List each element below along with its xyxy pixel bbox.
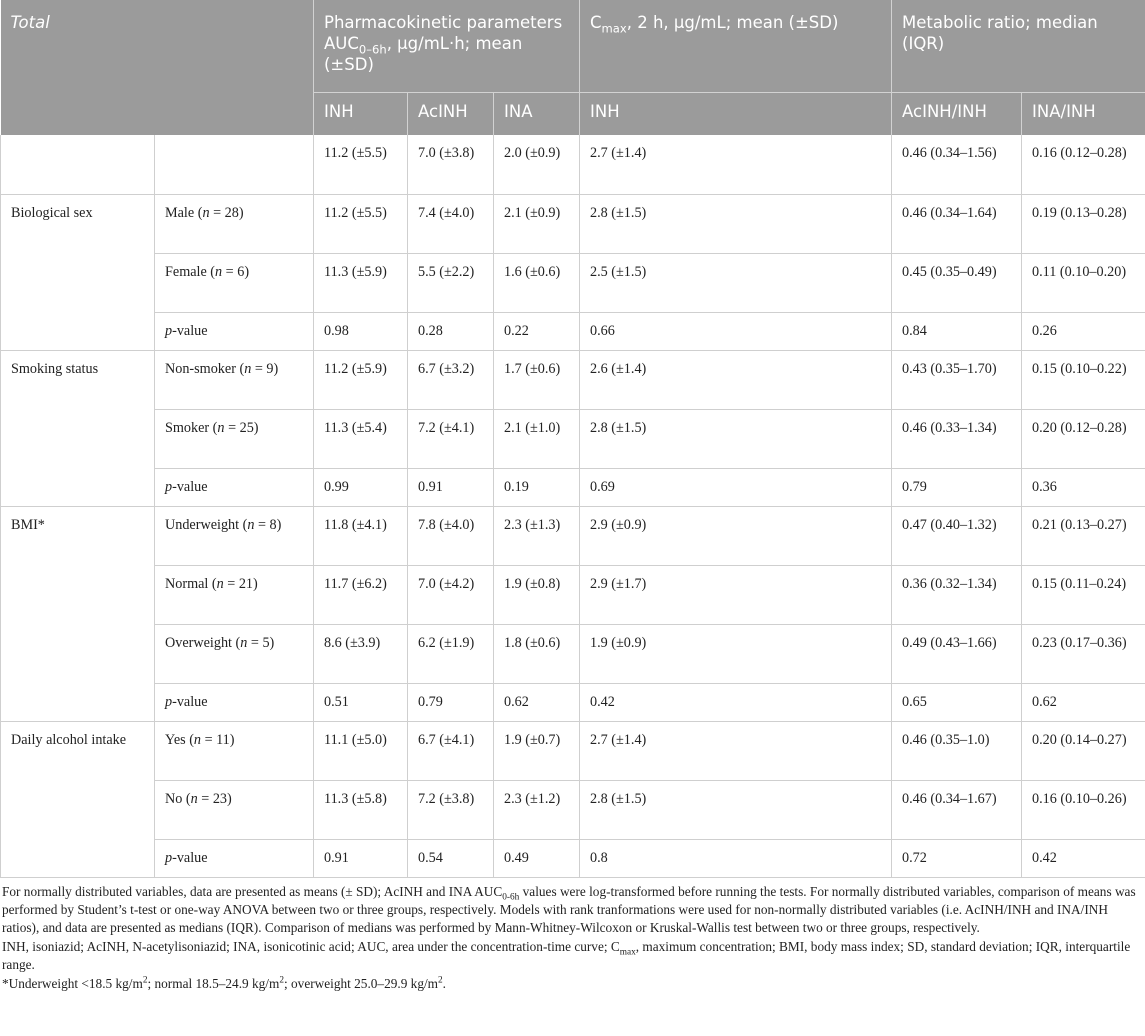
cell-inh: 11.2 (±5.5) — [314, 135, 408, 194]
cell-inh: 0.51 — [314, 683, 408, 721]
cell-cmax: 2.8 (±1.5) — [580, 409, 892, 468]
cell-inh: 11.7 (±6.2) — [314, 565, 408, 624]
cell-acinh: 6.7 (±3.2) — [408, 350, 494, 409]
cell-r1: 0.79 — [892, 468, 1022, 506]
subheader-acinh-ratio: AcINH/INH — [892, 93, 1022, 136]
cell-sub: Underweight (n = 8) — [155, 506, 314, 565]
cell-r1: 0.46 (0.35–1.0) — [892, 721, 1022, 780]
table-row — [1, 565, 1145, 624]
cell-r1: 0.49 (0.43–1.66) — [892, 624, 1022, 683]
cell-acinh: 0.54 — [408, 839, 494, 877]
cell-ina: 2.1 (±1.0) — [494, 409, 580, 468]
cell-sub: Female (n = 6) — [155, 253, 314, 312]
cell-acinh: 7.0 (±4.2) — [408, 565, 494, 624]
cell-sub: Normal (n = 21) — [155, 565, 314, 624]
cell-cmax: 2.8 (±1.5) — [580, 780, 892, 839]
cell-r1: 0.72 — [892, 839, 1022, 877]
table-row — [1, 721, 1145, 780]
group-label: BMI* — [1, 506, 155, 721]
cell-inh: 11.2 (±5.5) — [314, 194, 408, 253]
table-row — [1, 253, 1145, 312]
cell-inh: 0.99 — [314, 468, 408, 506]
cell-r2: 0.11 (0.10–0.20) — [1022, 253, 1145, 312]
cell-r2: 0.62 — [1022, 683, 1145, 721]
group-label: Daily alcohol intake — [1, 721, 155, 877]
subheader-cmax-inh: INH — [580, 93, 892, 136]
note-abbreviations: INH, isoniazid; AcINH, N-acetylisoniazid; INA, isonicotinic acid; AUC, area under the concentration-time curve; $C_{max}$, maximum concentration; BMI, body mass index; SD, standard deviation; IQR, interquartile range. — [2, 938, 1131, 973]
cell-cmax: 2.6 (±1.4) — [580, 350, 892, 409]
cell-r2: 0.20 (0.12–0.28) — [1022, 409, 1145, 468]
cell-ina: 2.1 (±0.9) — [494, 194, 580, 253]
table-body — [1, 135, 1145, 877]
cell-inh: 11.8 (±4.1) — [314, 506, 408, 565]
cell-inh: 11.1 (±5.0) — [314, 721, 408, 780]
cell-ina: 1.8 (±0.6) — [494, 624, 580, 683]
cell-sub: p-value — [155, 312, 314, 350]
cell-r1: 0.43 (0.35–1.70) — [892, 350, 1022, 409]
subheader-ina: INA — [494, 93, 580, 136]
header-pk: Pharmacokinetic parameters $AUC_{0-6h}$, µg/mL·h; mean (±SD) — [314, 0, 580, 93]
table-row — [1, 135, 1145, 194]
cell-r2: 0.36 — [1022, 468, 1145, 506]
header-row — [1, 0, 1145, 93]
cell-sub: Smoker (n = 25) — [155, 409, 314, 468]
cell-acinh: 0.91 — [408, 468, 494, 506]
cell-acinh: 7.4 (±4.0) — [408, 194, 494, 253]
cell-inh: 11.2 (±5.9) — [314, 350, 408, 409]
cell-r2: 0.20 (0.14–0.27) — [1022, 721, 1145, 780]
cell-cmax: 0.8 — [580, 839, 892, 877]
cell-r2: 0.26 — [1022, 312, 1145, 350]
cell-r1: 0.36 (0.32–1.34) — [892, 565, 1022, 624]
cell-ina: 1.9 (±0.8) — [494, 565, 580, 624]
table-row — [1, 624, 1145, 683]
cell-cmax: 1.9 (±0.9) — [580, 624, 892, 683]
cell-r2: 0.19 (0.13–0.28) — [1022, 194, 1145, 253]
cell-acinh: 6.2 (±1.9) — [408, 624, 494, 683]
cell-cmax: 0.42 — [580, 683, 892, 721]
cell-ina: 1.6 (±0.6) — [494, 253, 580, 312]
table-row — [1, 194, 1145, 253]
header-total: Total — [1, 0, 314, 135]
cell-r2: 0.16 (0.10–0.26) — [1022, 780, 1145, 839]
cell-ina: 0.49 — [494, 839, 580, 877]
cell-inh: 11.3 (±5.8) — [314, 780, 408, 839]
cell-sub: Overweight (n = 5) — [155, 624, 314, 683]
cell-ina: 0.22 — [494, 312, 580, 350]
table-row — [1, 780, 1145, 839]
cell-ina: 2.0 (±0.9) — [494, 135, 580, 194]
table-row — [1, 468, 1145, 506]
cell-r1: 0.46 (0.34–1.64) — [892, 194, 1022, 253]
cell-acinh: 6.7 (±4.1) — [408, 721, 494, 780]
cell-acinh: 5.5 (±2.2) — [408, 253, 494, 312]
cell-cmax: 0.69 — [580, 468, 892, 506]
group-label: Biological sex — [1, 194, 155, 350]
cell-inh: 0.98 — [314, 312, 408, 350]
cell-cmax: 2.7 (±1.4) — [580, 135, 892, 194]
cell-sub: p-value — [155, 683, 314, 721]
cell-ina: 1.7 (±0.6) — [494, 350, 580, 409]
table-row — [1, 506, 1145, 565]
cell-sub: p-value — [155, 468, 314, 506]
cell-cmax: 0.66 — [580, 312, 892, 350]
subheader-inh: INH — [314, 93, 408, 136]
cell-r2: 0.42 — [1022, 839, 1145, 877]
cell-sub: Yes (n = 11) — [155, 721, 314, 780]
cell-ina: 0.19 — [494, 468, 580, 506]
cell-sub — [155, 135, 314, 194]
cell-inh: 11.3 (±5.4) — [314, 409, 408, 468]
cell-sub: p-value — [155, 839, 314, 877]
cell-acinh: 0.28 — [408, 312, 494, 350]
cell-cmax: 2.5 (±1.5) — [580, 253, 892, 312]
cell-ina: 2.3 (±1.2) — [494, 780, 580, 839]
cell-r2: 0.23 (0.17–0.36) — [1022, 624, 1145, 683]
cell-r1: 0.46 (0.34–1.67) — [892, 780, 1022, 839]
group-label: Smoking status — [1, 350, 155, 506]
table-row — [1, 312, 1145, 350]
cell-sub: Non-smoker (n = 9) — [155, 350, 314, 409]
table-row — [1, 409, 1145, 468]
cell-ina: 1.9 (±0.7) — [494, 721, 580, 780]
cell-r1: 0.65 — [892, 683, 1022, 721]
cell-r2: 0.15 (0.10–0.22) — [1022, 350, 1145, 409]
cell-cmax: 2.9 (±1.7) — [580, 565, 892, 624]
cell-r2: 0.21 (0.13–0.27) — [1022, 506, 1145, 565]
cell-r2: 0.16 (0.12–0.28) — [1022, 135, 1145, 194]
group-label — [1, 135, 155, 194]
table-row — [1, 839, 1145, 877]
cell-r1: 0.46 (0.34–1.56) — [892, 135, 1022, 194]
cell-acinh: 7.2 (±4.1) — [408, 409, 494, 468]
cell-inh: 11.3 (±5.9) — [314, 253, 408, 312]
cell-inh: 8.6 (±3.9) — [314, 624, 408, 683]
cell-r1: 0.46 (0.33–1.34) — [892, 409, 1022, 468]
cell-cmax: 2.9 (±0.9) — [580, 506, 892, 565]
cell-ina: 0.62 — [494, 683, 580, 721]
subheader-ina-ratio: INA/INH — [1022, 93, 1145, 136]
cell-acinh: 7.8 (±4.0) — [408, 506, 494, 565]
note-methods: For normally distributed variables, data are presented as means (± SD); AcINH and INA $AUC_{0-6h}$ values were log-transformed before running the tests. For normally distributed variables, comparison of means was performed by Student’s t-test or one-way ANOVA between two or three groups, respectively. Models with rank tranformations were used for non-normally distributed variables (i.e. AcINH/INH and INA/INH ratios), and data are presented as medians (IQR). Comparison of medians was performed by Mann-Whitney-Wilcoxon or Kruskal-Wallis test between two or three groups, respectively. — [2, 883, 1136, 936]
cell-cmax: 2.8 (±1.5) — [580, 194, 892, 253]
note-bmi: *Underweight <18.5 $kg/m^2$; normal 18.5–24.9 $kg/m^2$; overweight 25.0–29.9 $kg/m^2$. — [2, 975, 446, 991]
cell-r1: 0.45 (0.35–0.49) — [892, 253, 1022, 312]
header-ratio: Metabolic ratio; median (IQR) — [892, 0, 1145, 93]
cell-acinh: 7.0 (±3.8) — [408, 135, 494, 194]
cell-inh: 0.91 — [314, 839, 408, 877]
cell-acinh: 0.79 — [408, 683, 494, 721]
table-row — [1, 350, 1145, 409]
table-notes — [0, 878, 1145, 993]
subheader-acinh: AcINH — [408, 93, 494, 136]
cell-r1: 0.47 (0.40–1.32) — [892, 506, 1022, 565]
header-cmax: $C_{max}$, 2 h, µg/mL; mean (±SD) — [580, 0, 892, 93]
table-row — [1, 683, 1145, 721]
cell-cmax: 2.7 (±1.4) — [580, 721, 892, 780]
cell-r1: 0.84 — [892, 312, 1022, 350]
cell-sub: Male (n = 28) — [155, 194, 314, 253]
cell-sub: No (n = 23) — [155, 780, 314, 839]
cell-ina: 2.3 (±1.3) — [494, 506, 580, 565]
cell-acinh: 7.2 (±3.8) — [408, 780, 494, 839]
cell-r2: 0.15 (0.11–0.24) — [1022, 565, 1145, 624]
